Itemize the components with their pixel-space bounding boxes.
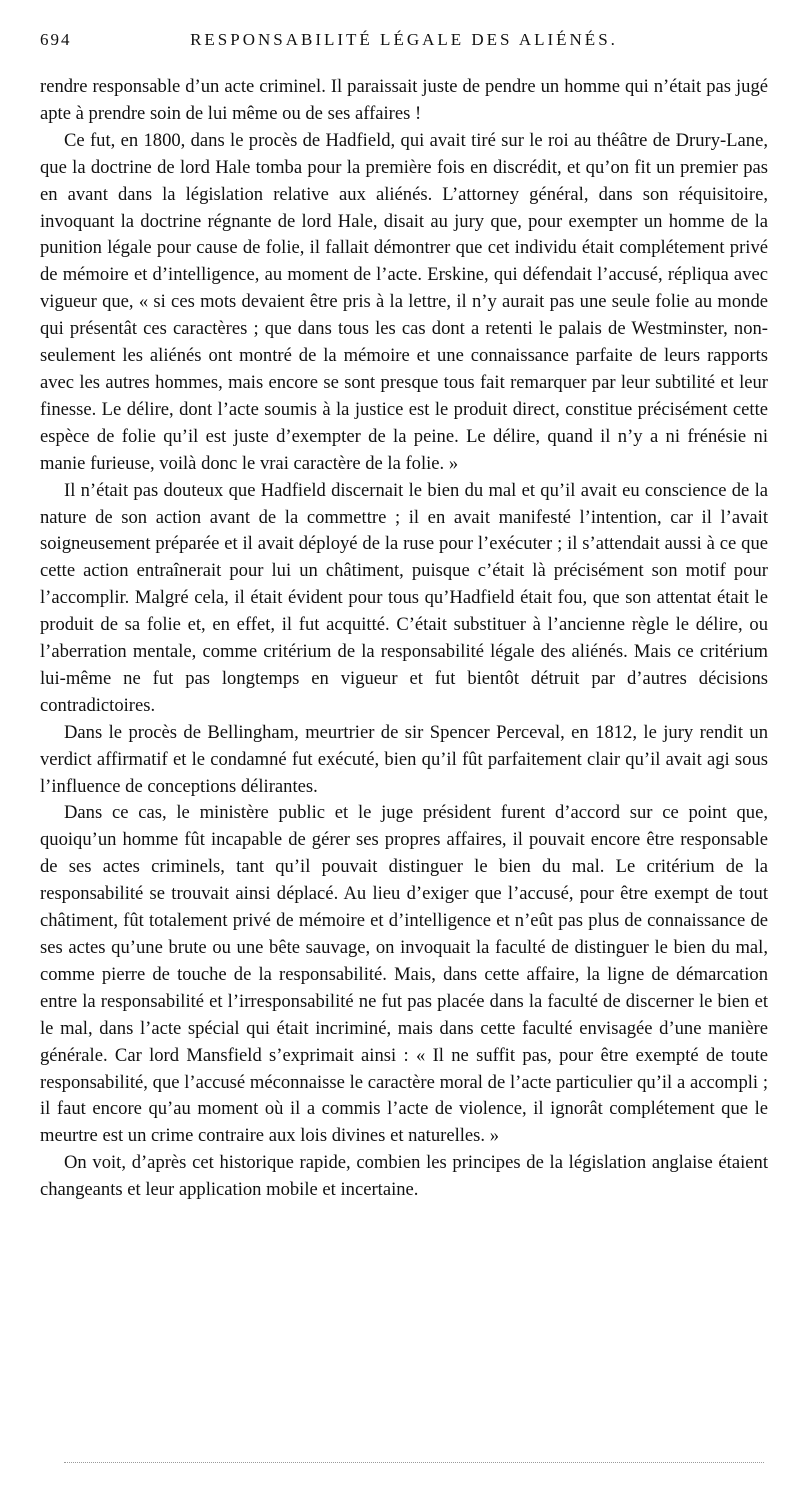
- body-text: [40, 74, 768, 1204]
- paragraph-conclusion: On voit, d’après cet historique rapide, combien les principes de la législation anglaise étaient changeants et leur application mobile et incertaine.: [40, 1152, 768, 1201]
- paragraph-bellingham-trial: Dans le procès de Bellingham, meurtrier de sir Spencer Perceval, en 1812, le jury rendit un verdict affirmatif et le condamné fut exécuté, bien qu’il fût parfaitement clair qu’il avait agi sous l’influence de conceptions délirantes.: [40, 721, 768, 797]
- book-page: [40, 0, 768, 1502]
- paragraph-hadfield-verdict: Il n’était pas douteux que Hadfield discernait le bien du mal et qu’il avait eu conscience de la nature de son action avant de la commettre ; il en avait manifesté l’intention, car il l’avait soigneusement préparée et il avait déployé de la ruse pour l’exécuter ; il s’attendait aussi à ce que cette action entraînerait pour lui un châtiment, puisque c’était là précisément son motif pour l’accomplir. Malgré cela, il était évident pour tous qu’Hadfield était fou, que son attentat était le produit de sa folie et, en effet, il fut acquitté. C’était substituer à l’ancienne règle le délire, ou l’aberration mentale, comme critérium de la responsabilité légale des aliénés. Mais ce critérium lui-même ne fut pas longtemps en vigueur et fut bientôt détruit par d’autres décisions contradictoires.: [40, 479, 768, 716]
- running-title: RESPONSABILITÉ LÉGALE DES ALIÉNÉS.: [190, 30, 618, 49]
- footer-rule: [64, 1462, 764, 1463]
- running-head: [40, 30, 768, 56]
- paragraph-responsibility-criterion: Dans ce cas, le ministère public et le juge président furent d’accord sur ce point que, quoiqu’un homme fût incapable de gérer ses propres affaires, il pouvait encore être responsable de ses actes criminels, tant qu’il pouvait distinguer le bien du mal. Le critérium de la responsabilité se trouvait ainsi déplacé. Au lieu d’exiger que l’accusé, pour être exempt de tout châtiment, fût totalement privé de mémoire et d’intelligence et n’eût pas plus de connaissance de ses actes qu’une brute ou une bête sauvage, on invoquait la faculté de distinguer le bien du mal, comme pierre de touche de la responsabilité. Mais, dans cette affaire, la ligne de démarcation entre la responsabilité et l’irresponsabilité ne fut pas placée dans la faculté de discerner le bien et le mal, dans l’acte spécial qui était incriminé, mais dans cette faculté envisagée d’une manière générale. Car lord Mansfield s’exprimait ainsi : « Il ne suffit pas, pour être exempté de toute responsabilité, que l’accusé méconnaisse le caractère moral de l’acte particulier qu’il a accompli ; il faut encore qu’au moment où il a commis l’acte de violence, il ignorât complétement que le meurtre est un crime contraire aux lois divines et naturelles. »: [40, 802, 768, 1147]
- page-number: 694: [40, 30, 72, 49]
- paragraph-continuation: rendre responsable d’un acte criminel. Il paraissait juste de pendre un homme qui n’était pas jugé apte à prendre soin de lui même ou de ses affaires !: [40, 76, 768, 124]
- paragraph-hadfield-trial: Ce fut, en 1800, dans le procès de Hadfield, qui avait tiré sur le roi au théâtre de Drury-Lane, que la doctrine de lord Hale tomba pour la première fois en discrédit, et qu’on fit un premier pas en avant dans la législation relative aux aliénés. L’attorney général, dans son réquisitoire, invoquant la doctrine régnante de lord Hale, disait au jury que, pour exempter un homme de la punition légale pour cause de folie, il fallait démontrer que cet individu était complétement privé de mémoire et d’intelligence, au moment de l’acte. Erskine, qui défendait l’accusé, répliqua avec vigueur que, « si ces mots devaient être pris à la lettre, il n’y aurait pas une seule folie au monde qui présentât ces caractères ; que dans tous les cas dont a retenti le palais de Westminster, non-seulement les aliénés ont montré de la mémoire et une connaissance parfaite de leurs rapports avec les autres hommes, mais encore se sont presque tous fait remarquer par leur subtilité et leur finesse. Le délire, dont l’acte soumis à la justice est le produit direct, constitue précisément cette espèce de folie qu’il est juste d’exempter de la peine. Le délire, quand il n’y a ni frénésie ni manie furieuse, voilà donc le vrai caractère de la folie. »: [40, 129, 768, 474]
